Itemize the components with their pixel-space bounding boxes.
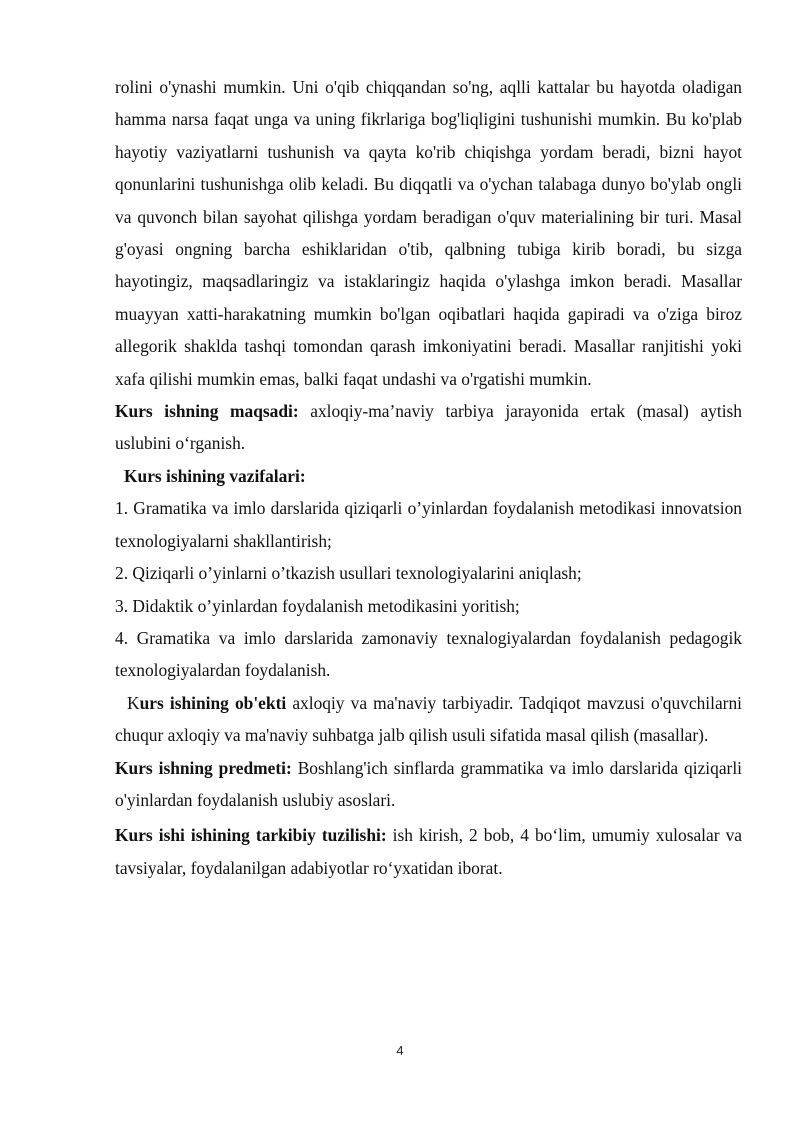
object-text: axloqiy va ma'naviy tarbiyadir. Tadqiqot mavzusi o'quvchilarni chuqur axloqiy va ma'naviy suhbatga jalb qilish usuli sifatida masal qilish (masallar). — [115, 692, 742, 746]
task-item-2: 2. Qiziqarli o’yinlarni o’tkazish usullari texnologiyalarini aniqlash; — [115, 563, 582, 584]
goal-label: Kurs ishning maqsadi: — [115, 401, 299, 422]
object-label-first: K — [127, 692, 140, 713]
tasks-heading: Kurs ishining vazifalari: — [124, 465, 306, 486]
task-item-1: 1. Gramatika va imlo darslarida qiziqarli o’yinlardan foydalanish metodikasi innovatsion texnologiyalarni shakllantirish; — [115, 498, 742, 551]
object-paragraph — [115, 687, 742, 752]
subject-text: Boshlang'ich sinflarda grammatika va imlo darslarida qiziqarli o'yinlardan foydalanish uslubiy asoslari. — [115, 757, 743, 810]
task-item-4: 4. Gramatika va imlo darslarida zamonaviy texnalogiyalardan foydalanish pedagogik texnologiyalardan foydalanish. — [115, 627, 742, 681]
object-label: urs ishining ob'ekti — [139, 692, 287, 713]
structure-paragraph — [115, 819, 742, 884]
goal-text: axloqiy-ma’naviy tarbiya jarayonida ertak (masal) aytish uslubini o‘rganish. — [115, 401, 742, 454]
structure-text: ish kirish, 2 bob, 4 bo‘lim, umumiy xulosalar va tavsiyalar, foydalanilgan adabiyotlar ro‘yxatidan iborat. — [115, 825, 742, 878]
subject-label: Kurs ishning predmeti: — [115, 757, 292, 778]
page-number: 4 — [396, 1043, 404, 1058]
intro-paragraph: rolini o'ynashi mumkin. Uni o'qib chiqqandan so'ng, aqlli kattalar bu hayotda oladigan hamma narsa faqat unga va uning fikrlariga bog'liqligini tushunishi mumkin. Bu ko'plab hayotiy vaziyatlarni tushunish va qayta ko'rib chiqishga yordam beradi, bizni hayot qonunlarini tushunishga olib keladi. Bu diqqatli va o'ychan talabaga dunyo bo'ylab ongli va quvonch bilan sayohat qilishga yordam beradigan o'quv materialining bir turi. Masal g'oyasi ongning barcha eshiklaridan o'tib, qalbning tubiga kirib boradi, bu sizga hayotingiz, maqsadlaringiz va istaklaringiz haqida o'ylashga imkon beradi. Masallar muayyan xatti-harakatning mumkin bo'lgan oqibatlari haqida gapiradi va o'ziga biroz allegorik shaklda tashqi tomondan qarash imkoniyatini beradi. Masallar ranjitishi yoki xafa qilishi mumkin emas, balki faqat undashi va o'rgatishi mumkin. — [115, 77, 742, 389]
goal-paragraph — [115, 395, 742, 460]
document-page — [115, 71, 742, 884]
subject-paragraph — [115, 752, 742, 817]
structure-label: Kurs ishi ishining tarkibiy tuzilishi: — [115, 825, 387, 846]
task-item-3: 3. Didaktik o’yinlardan foydalanish metodikasini yoritish; — [115, 595, 520, 616]
